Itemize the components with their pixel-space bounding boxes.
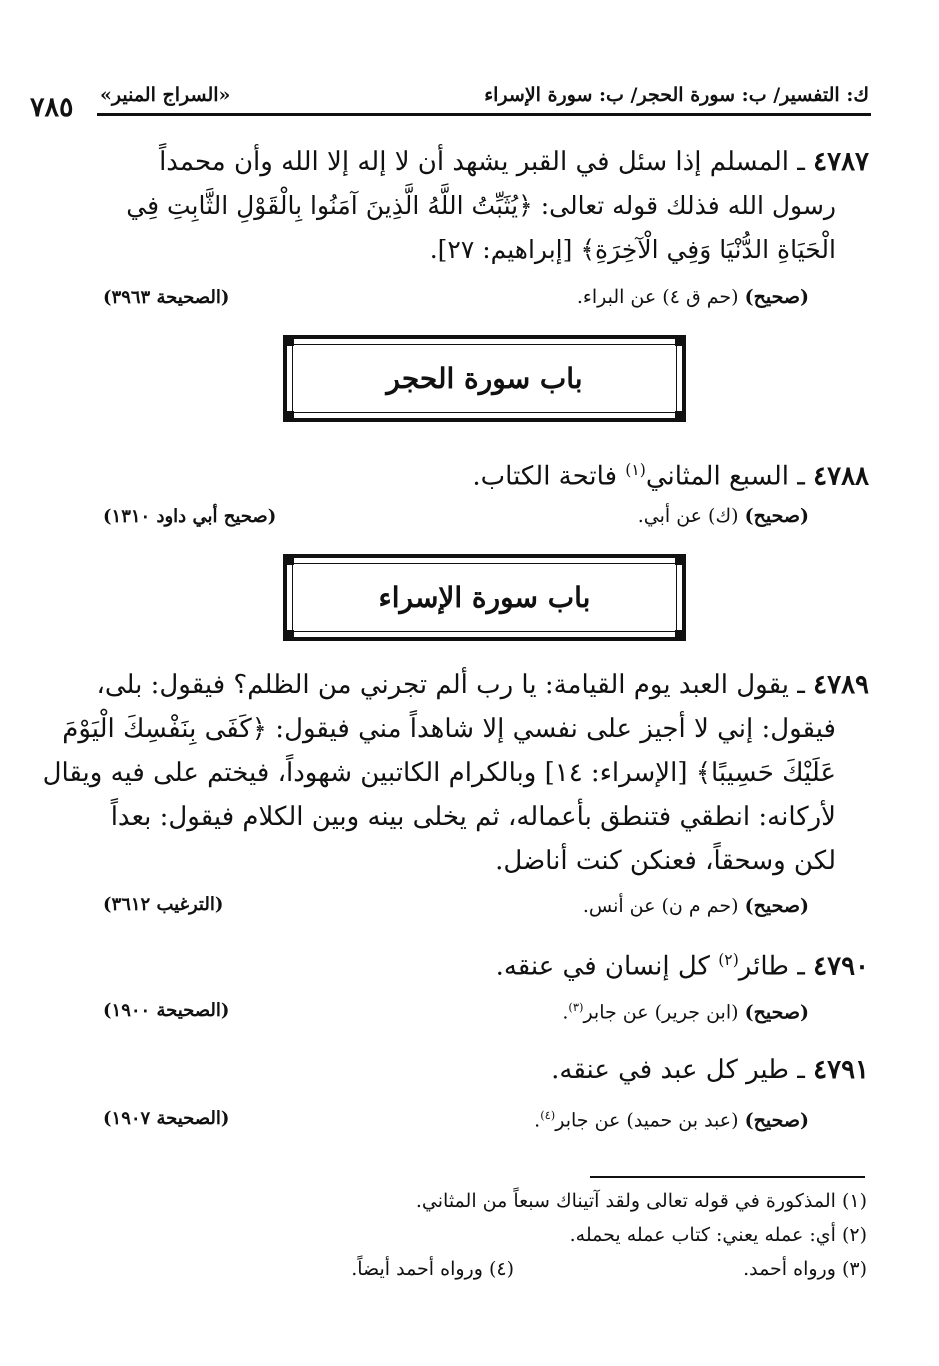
narration: (ك) عن أبي. bbox=[637, 505, 739, 527]
hadith-4789-line-5: لكن وسحقاً، فعنكن كنت أناضل. bbox=[495, 846, 836, 876]
hadith-text: السبع المثاني bbox=[645, 461, 789, 492]
hadith-number: ٤٧٨٨ bbox=[813, 461, 869, 492]
hadith-4787-line-1 bbox=[159, 140, 869, 184]
hadith-4791-grade: (صحيح) (عبد بن حميد) عن جابر$^{(٤)}$. bbox=[534, 1108, 809, 1132]
hadith-4787-source: (الصحيحة ٣٩٦٣) bbox=[103, 287, 230, 308]
period: . bbox=[534, 1109, 541, 1132]
hadith-4788-source: (صحيح أبي داود ١٣١٠) bbox=[103, 506, 277, 527]
hadith-4787-grade: (صحيح) (حم ق ٤) عن البراء. bbox=[576, 286, 809, 308]
page-number: ٧٨٥ bbox=[30, 92, 74, 123]
grade-label: صحيح bbox=[753, 895, 800, 917]
chapter-title-isra: باب سورة الإسراء bbox=[292, 563, 677, 632]
hadith-text: فاتحة الكتاب. bbox=[472, 461, 617, 492]
footnote-1 bbox=[416, 1190, 867, 1212]
footnote-ref: (٢) bbox=[718, 951, 739, 969]
footnote-number: (٢) bbox=[841, 1224, 867, 1246]
hadith-4791-line-1 bbox=[551, 1048, 869, 1092]
footnote-ref: (٣) bbox=[568, 1000, 584, 1014]
hadith-number: ٤٧٨٧ bbox=[813, 147, 869, 177]
dash: ـ bbox=[797, 147, 805, 177]
dash: ـ bbox=[797, 461, 805, 492]
narration: (حم ق ٤) عن البراء. bbox=[576, 286, 739, 308]
grade-label: صحيح bbox=[753, 1109, 800, 1132]
hadith-4789-line-3: عَلَيْكَ حَسِيبًا﴾ [الإسراء: ١٤] وبالكرام الكاتبين شهوداً، فيختم على فيه ويقال bbox=[42, 758, 836, 788]
footnote-number: (٤) bbox=[488, 1258, 514, 1280]
footnote-text: المذكورة في قوله تعالى ولقد آتيناك سبعاً من المثاني. bbox=[415, 1190, 836, 1212]
header-rule bbox=[97, 113, 871, 116]
footnote-number: (٣) bbox=[841, 1258, 867, 1280]
footnote-3 bbox=[743, 1258, 867, 1280]
hadith-4787-line-3: الْحَيَاةِ الدُّنْيَا وَفِي الْآخِرَةِ﴾ [إبراهيم: ٢٧]. bbox=[429, 235, 836, 264]
footnote-ref: (٤) bbox=[540, 1108, 556, 1122]
narration: (حم م ن) عن أنس. bbox=[582, 895, 739, 917]
hadith-4788-line-1 bbox=[472, 448, 869, 499]
hadith-4789-grade: (صحيح) (حم م ن) عن أنس. bbox=[582, 895, 809, 917]
hadith-4790-source: (الصحيحة ١٩٠٠) bbox=[103, 1000, 230, 1021]
narration: (ابن جرير) عن جابر bbox=[583, 1001, 739, 1024]
hadith-text: كل إنسان في عنقه. bbox=[495, 951, 710, 982]
hadith-4789-line-1 bbox=[96, 663, 869, 707]
hadith-4789-source: (الترغيب ٣٦١٢) bbox=[103, 894, 224, 915]
hadith-4787-line-2: رسول الله فذلك قوله تعالى: ﴿يُثَبِّتُ اللَّهُ الَّذِينَ آمَنُوا بِالْقَوْلِ الثَّابِتِ فِي bbox=[126, 191, 836, 220]
hadith-text: يقول العبد يوم القيامة: يا رب ألم تجرني من الظلم؟ فيقول: بلى، bbox=[96, 670, 789, 700]
narration: (عبد بن حميد) عن جابر bbox=[555, 1109, 739, 1132]
hadith-4789-line-2: فيقول: إني لا أجيز على نفسي إلا شاهداً مني فيقول: ﴿كَفَى بِنَفْسِكَ الْيَوْمَ bbox=[62, 714, 836, 744]
dash: ـ bbox=[797, 1055, 805, 1085]
running-header-book-title: «السراج المنير» bbox=[100, 84, 231, 106]
footnote-ref: (١) bbox=[625, 461, 646, 479]
chapter-title-box-isra bbox=[283, 554, 686, 641]
dash: ـ bbox=[797, 670, 805, 700]
hadith-text: المسلم إذا سئل في القبر يشهد أن لا إله إلا الله وأن محمداً bbox=[159, 147, 789, 177]
hadith-4789-line-4: لأركانه: انطقي فتنطق بأعماله، ثم يخلى بينه وبين الكلام فيقول: بعداً bbox=[110, 802, 836, 832]
hadith-text: طائر bbox=[738, 951, 789, 982]
footnote-text: أي: عمله يعني: كتاب عمله يحمله. bbox=[569, 1224, 836, 1246]
dash: ـ bbox=[797, 951, 805, 982]
hadith-4790-line-1 bbox=[496, 938, 869, 989]
footnote-separator bbox=[590, 1176, 865, 1178]
hadith-4791-source: (الصحيحة ١٩٠٧) bbox=[103, 1108, 230, 1129]
grade-label: صحيح bbox=[753, 505, 800, 527]
hadith-4790-grade: (صحيح) (ابن جرير) عن جابر$^{(٣)}$. bbox=[562, 1000, 809, 1024]
footnote-4 bbox=[351, 1258, 514, 1280]
footnote-2 bbox=[570, 1224, 867, 1246]
hadith-number: ٤٧٩٠ bbox=[813, 951, 869, 982]
hadith-4788-grade: (صحيح) (ك) عن أبي. bbox=[637, 505, 809, 527]
footnote-text: ورواه أحمد أيضاً. bbox=[351, 1258, 483, 1280]
footnote-number: (١) bbox=[841, 1190, 867, 1212]
period: . bbox=[562, 1001, 569, 1024]
running-header-chapter: ك: التفسير/ ب: سورة الحجر/ ب: سورة الإسراء bbox=[484, 84, 869, 106]
footnote-text: ورواه أحمد. bbox=[743, 1258, 836, 1280]
hadith-number: ٤٧٩١ bbox=[813, 1055, 869, 1085]
hadith-text: طير كل عبد في عنقه. bbox=[551, 1055, 789, 1085]
grade-label: صحيح bbox=[753, 1001, 800, 1024]
grade-label: صحيح bbox=[753, 286, 800, 308]
chapter-title-hijr: باب سورة الحجر bbox=[292, 344, 677, 413]
chapter-title-box-hijr bbox=[283, 335, 686, 422]
hadith-number: ٤٧٨٩ bbox=[813, 670, 869, 700]
